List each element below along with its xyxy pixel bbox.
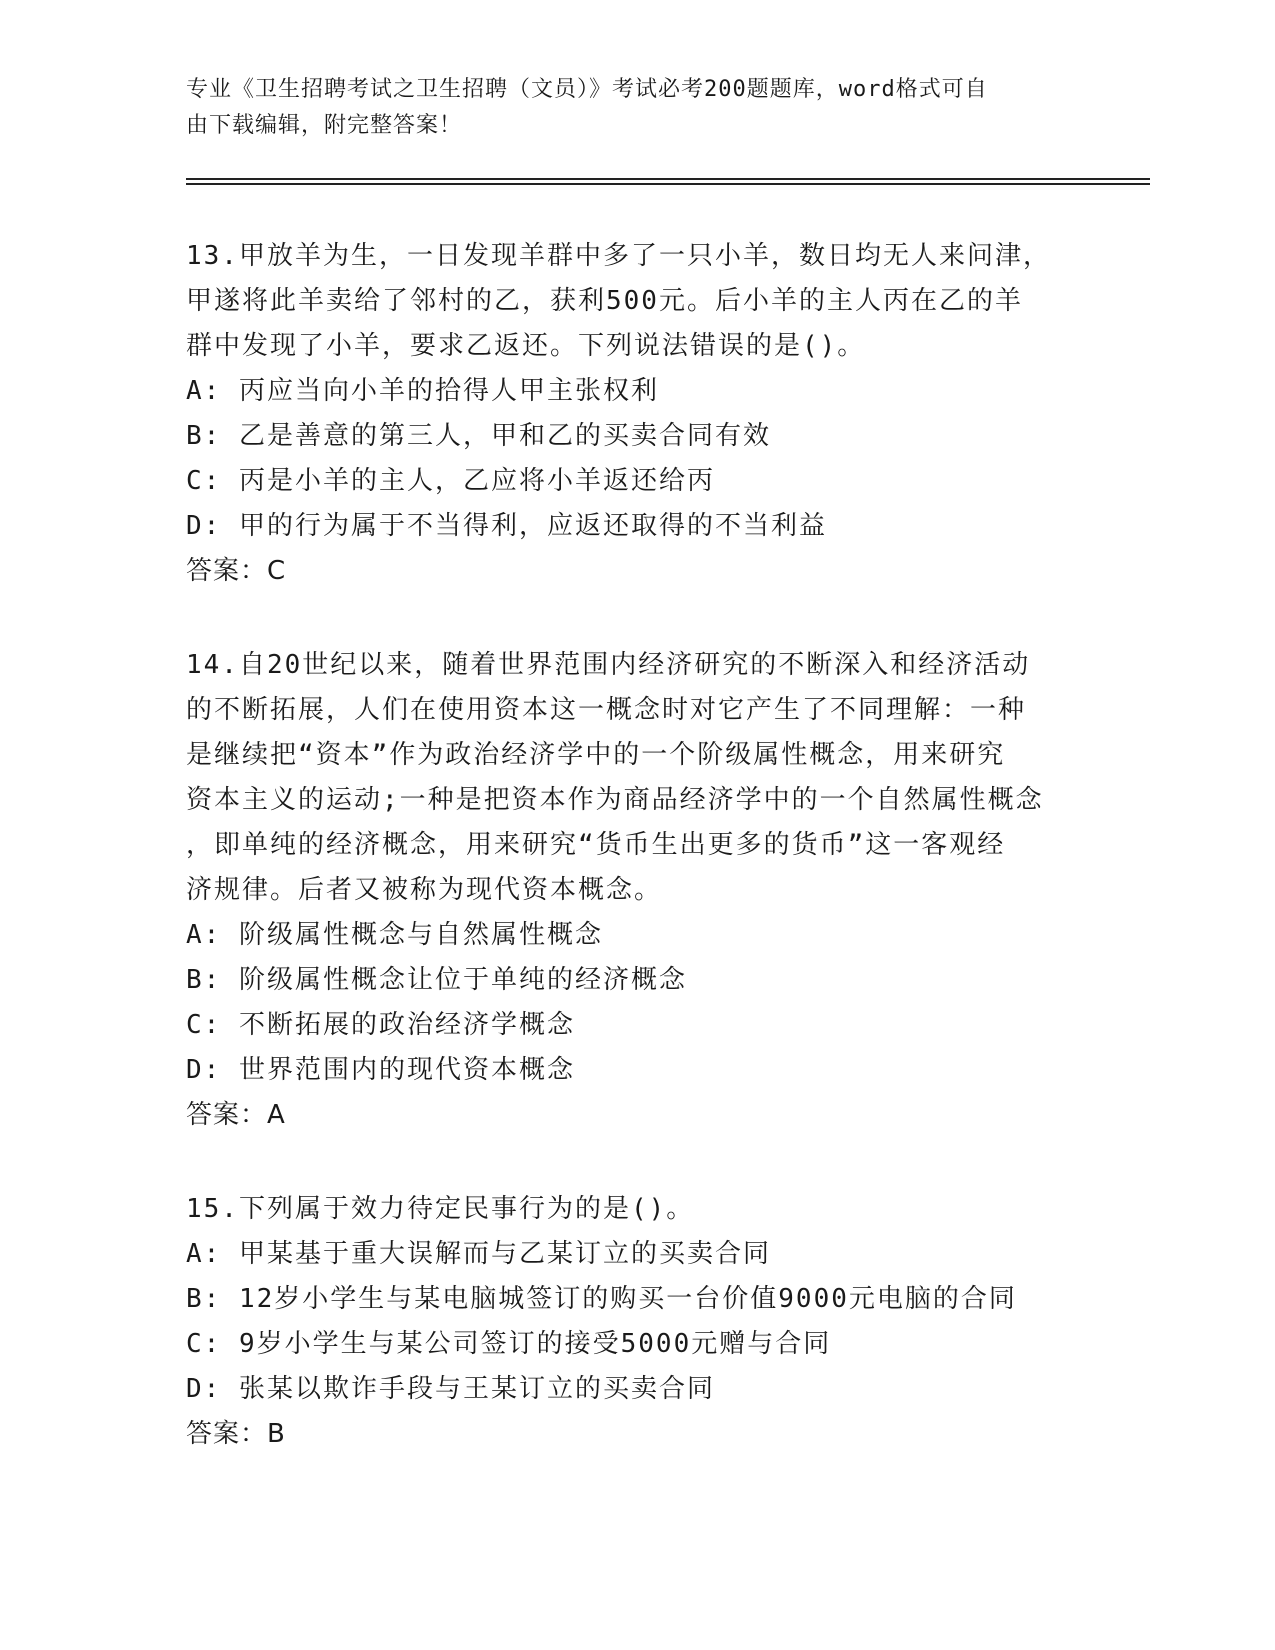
option-a: A: 丙应当向小羊的拾得人甲主张权利 xyxy=(186,376,659,406)
stem-line: 14.自20世纪以来，随着世界范围内经济研究的不断深入和经济活动 xyxy=(186,650,1031,680)
header-divider-bottom xyxy=(186,183,1150,185)
option-b: B: 12岁小学生与某电脑城签订的购买一台价值9000元电脑的合同 xyxy=(186,1284,1017,1314)
header-divider-top xyxy=(186,178,1150,180)
option-c: C: 丙是小羊的主人，乙应将小羊返还给丙 xyxy=(186,466,715,496)
answer: 答案：A xyxy=(186,1100,286,1130)
option-c: C: 不断拓展的政治经济学概念 xyxy=(186,1010,575,1040)
stem-line: 15.下列属于效力待定民事行为的是()。 xyxy=(186,1194,695,1224)
question-stem xyxy=(186,643,1066,913)
stem-line: 的不断拓展，人们在使用资本这一概念时对它产生了不同理解：一种 xyxy=(186,695,1027,725)
option-d: D: 甲的行为属于不当得利，应返还取得的不当利益 xyxy=(186,511,827,541)
stem-line: 济规律。后者又被称为现代资本概念。 xyxy=(186,875,663,905)
document-header xyxy=(186,72,1066,144)
answer: 答案：C xyxy=(186,556,287,586)
option-d: D: 世界范围内的现代资本概念 xyxy=(186,1055,575,1085)
header-line-2: 由下载编辑，附完整答案！ xyxy=(186,113,463,138)
option-a: A: 甲某基于重大误解而与乙某订立的买卖合同 xyxy=(186,1239,771,1269)
question-14 xyxy=(186,643,1066,1138)
stem-line: 是继续把“资本”作为政治经济学中的一个阶级属性概念，用来研究 xyxy=(186,740,1006,770)
option-c: C: 9岁小学生与某公司签订的接受5000元赠与合同 xyxy=(186,1329,832,1359)
stem-line: 甲遂将此羊卖给了邻村的乙，获利500元。后小羊的主人丙在乙的羊 xyxy=(186,286,1023,316)
question-13 xyxy=(186,234,1066,594)
question-stem xyxy=(186,234,1066,369)
option-a: A: 阶级属性概念与自然属性概念 xyxy=(186,920,603,950)
stem-line: 资本主义的运动;一种是把资本作为商品经济学中的一个自然属性概念 xyxy=(186,785,1044,815)
stem-line: ，即单纯的经济概念，用来研究“货币生出更多的货币”这一客观经 xyxy=(186,830,1006,860)
stem-line: 13.甲放羊为生，一日发现羊群中多了一只小羊，数日均无人来问津， xyxy=(186,241,1051,271)
question-15 xyxy=(186,1187,1066,1457)
question-stem xyxy=(186,1187,1066,1232)
header-line-1: 专业《卫生招聘考试之卫生招聘（文员）》考试必考200题题库，word格式可自 xyxy=(186,77,988,102)
answer: 答案：B xyxy=(186,1419,286,1449)
option-b: B: 阶级属性概念让位于单纯的经济概念 xyxy=(186,965,687,995)
option-b: B: 乙是善意的第三人，甲和乙的买卖合同有效 xyxy=(186,421,771,451)
stem-line: 群中发现了小羊，要求乙返还。下列说法错误的是()。 xyxy=(186,331,866,361)
option-d: D: 张某以欺诈手段与王某订立的买卖合同 xyxy=(186,1374,715,1404)
